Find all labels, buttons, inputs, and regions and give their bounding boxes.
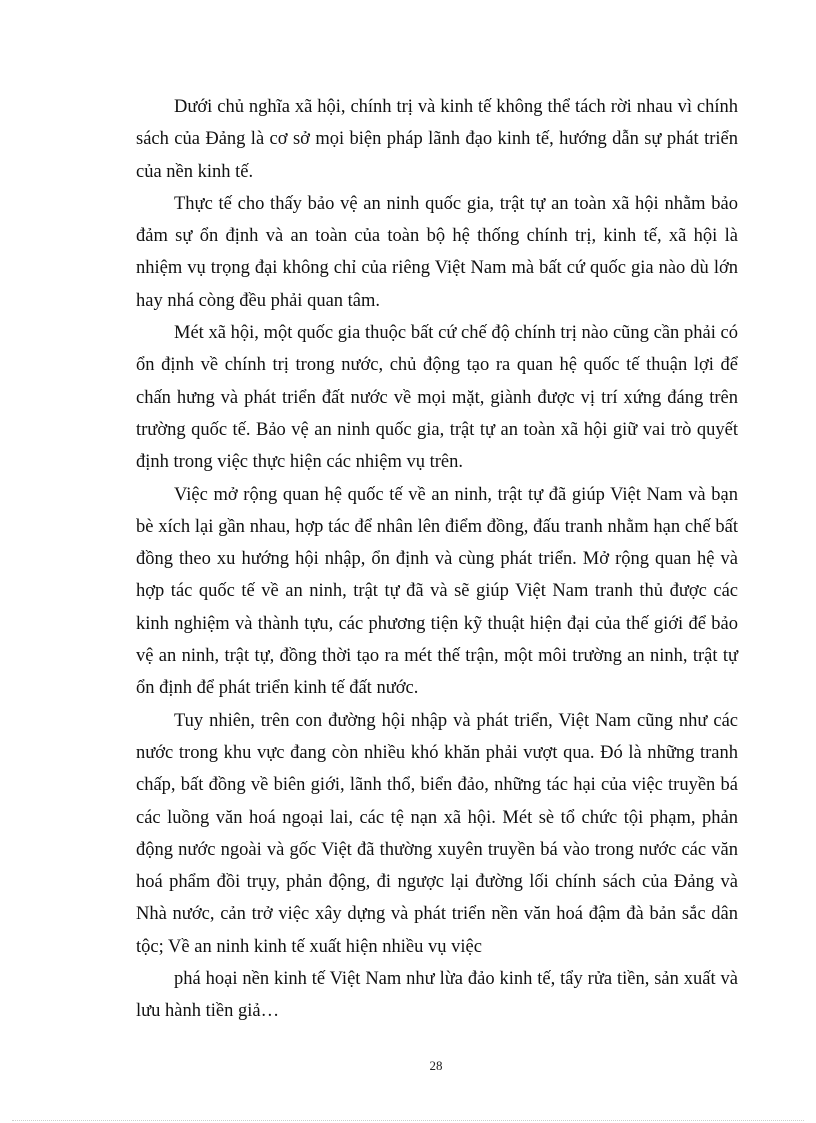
paragraph-6: phá hoại nền kinh tế Việt Nam như lừa đảo kinh tế, tẩy rửa tiền, sản xuất và lưu hành tiền giả…: [136, 969, 738, 1022]
page-number: 28: [429, 1058, 443, 1073]
paragraph-5: Tuy nhiên, trên con đường hội nhập và phát triển, Việt Nam cũng như các nước trong khu vực đang còn nhiều khó khăn phải vượt qua. Đó là những tranh chấp, bất đồng về biên giới, lãnh thổ, biển đảo, những tác hại của việc truyền bá các luồng văn hoá ngoại lai, các tệ nạn xã hội. Mét sè tổ chức tội phạm, phản động nước ngoài và gốc Việt đã thường xuyên truyền bá vào trong nước các văn hoá phẩm đồi trụy, phản động, đi ngược lại đường lối chính sách của Đảng và Nhà nước, cản trở việc xây dựng và phát triển nền văn hoá đậm đà bản sắc dân tộc; Về an ninh kinh tế xuất hiện nhiều vụ việc: [136, 710, 738, 957]
body-text: [136, 91, 738, 1028]
paragraph-2: Thực tế cho thấy bảo vệ an ninh quốc gia, trật tự an toàn xã hội nhằm bảo đảm sự ổn định và an toàn của toàn bộ hệ thống chính trị, kinh tế, xã hội là nhiệm vụ trọng đại không chỉ của riêng Việt Nam mà bất cứ quốc gia nào dù lớn hay nhá còng đều phải quan tâm.: [136, 193, 738, 311]
page-bottom-border: [12, 1120, 804, 1121]
paragraph-4: Việc mở rộng quan hệ quốc tế về an ninh, trật tự đã giúp Việt Nam và bạn bè xích lại gần nhau, hợp tác để nhân lên điểm đồng, đấu tranh nhằm hạn chế bất đồng theo xu hướng hội nhập, ổn định và cùng phát triển. Mở rộng quan hệ và hợp tác quốc tế về an ninh, trật tự đã và sẽ giúp Việt Nam tranh thủ được các kinh nghiệm và thành tựu, các phương tiện kỹ thuật hiện đại của thế giới để bảo vệ an ninh, trật tự, đồng thời tạo ra mét thế trận, một môi trường an ninh, trật tự ổn định để phát triển kinh tế đất nước.: [136, 484, 738, 699]
paragraph-1: Dưới chủ nghĩa xã hội, chính trị và kinh tế không thể tách rời nhau vì chính sách của Đảng là cơ sở mọi biện pháp lãnh đạo kinh tế, hướng dẫn sự phát triển của nền kinh tế.: [136, 97, 738, 182]
paragraph-3: Mét xã hội, một quốc gia thuộc bất cứ chế độ chính trị nào cũng cần phải có ổn định về chính trị trong nước, chủ động tạo ra quan hệ quốc tế thuận lợi để chấn hưng và phát triển đất nước về mọi mặt, giành được vị trí xứng đáng trên trường quốc tế. Bảo vệ an ninh quốc gia, trật tự an toàn xã hội giữ vai trò quyết định trong việc thực hiện các nhiệm vụ trên.: [136, 323, 738, 473]
